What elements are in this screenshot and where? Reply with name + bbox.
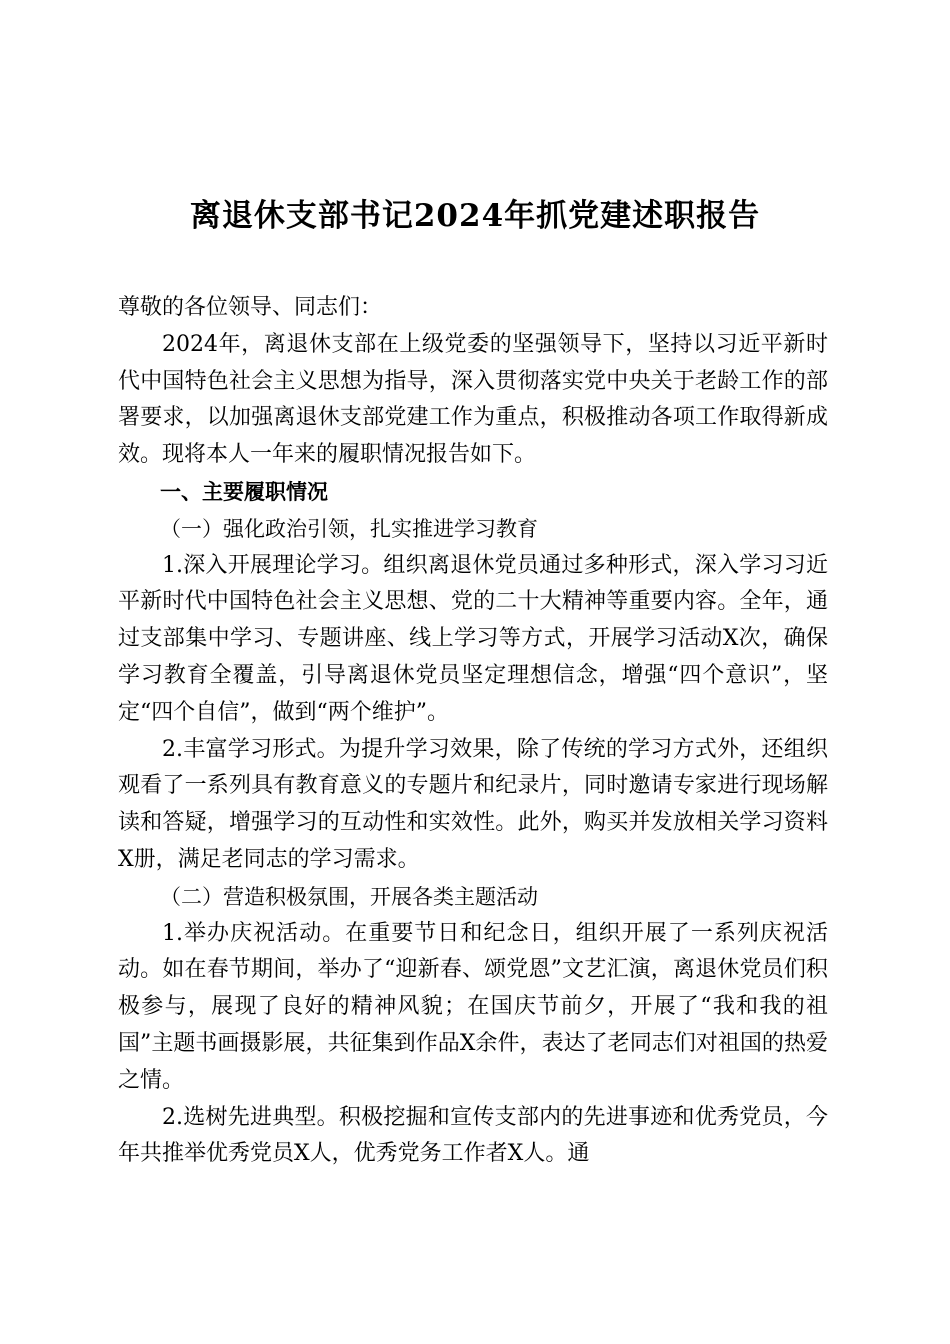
document-title: 离退休支部书记2024年抓党建述职报告 — [189, 197, 761, 234]
paragraph-celebrations: 1.举办庆祝活动。在重要节日和纪念日，组织开展了一系列庆祝活动。如在春节期间，举办了“迎新春、颂党恩”文艺汇演，离退休党员们积极参与，展现了良好的精神风貌；在国庆节前夕，开展了“我和我的祖国”主题书画摄影展，共征集到作品X余件，表达了老同志们对祖国的热爱之情。 — [118, 920, 828, 1093]
intro-paragraph: 2024年，离退休支部在上级党委的坚强领导下，坚持以习近平新时代中国特色社会主义思想为指导，深入贯彻落实党中央关于老龄工作的部署要求，以加强离退休支部党建工作为重点，积极推动各项工作取得新成效。现将本人一年来的履职情况报告如下。 — [118, 331, 828, 468]
subsection-heading-2: （二）营造积极氛围，开展各类主题活动 — [160, 884, 538, 909]
paragraph-role-models: 2.选树先进典型。积极挖掘和宣传支部内的先进事迹和优秀党员，今年共推举优秀党员X人，优秀党务工作者X人。通 — [118, 1104, 828, 1167]
document-body — [118, 290, 828, 1173]
paragraph-theory-study: 1.深入开展理论学习。组织离退休党员通过多种形式，深入学习习近平新时代中国特色社会主义思想、党的二十大精神等重要内容。全年，通过支部集中学习、专题讲座、线上学习等方式，开展学习活动X次，确保学习教育全覆盖，引导离退休党员坚定理想信念，增强“四个意识”，坚定“四个自信”，做到“两个维护”。 — [118, 552, 828, 725]
salutation: 尊敬的各位领导、同志们： — [118, 295, 383, 320]
subsection-heading-1: （一）强化政治引领，扎实推进学习教育 — [160, 516, 538, 541]
paragraph-study-forms: 2.丰富学习形式。为提升学习效果，除了传统的学习方式外，还组织观看了一系列具有教育意义的专题片和纪录片，同时邀请专家进行现场解读和答疑，增强学习的互动性和实效性。此外，购买并发放相关学习资料X册，满足老同志的学习需求。 — [118, 736, 828, 872]
section-heading-1: 一、主要履职情况 — [160, 479, 328, 504]
